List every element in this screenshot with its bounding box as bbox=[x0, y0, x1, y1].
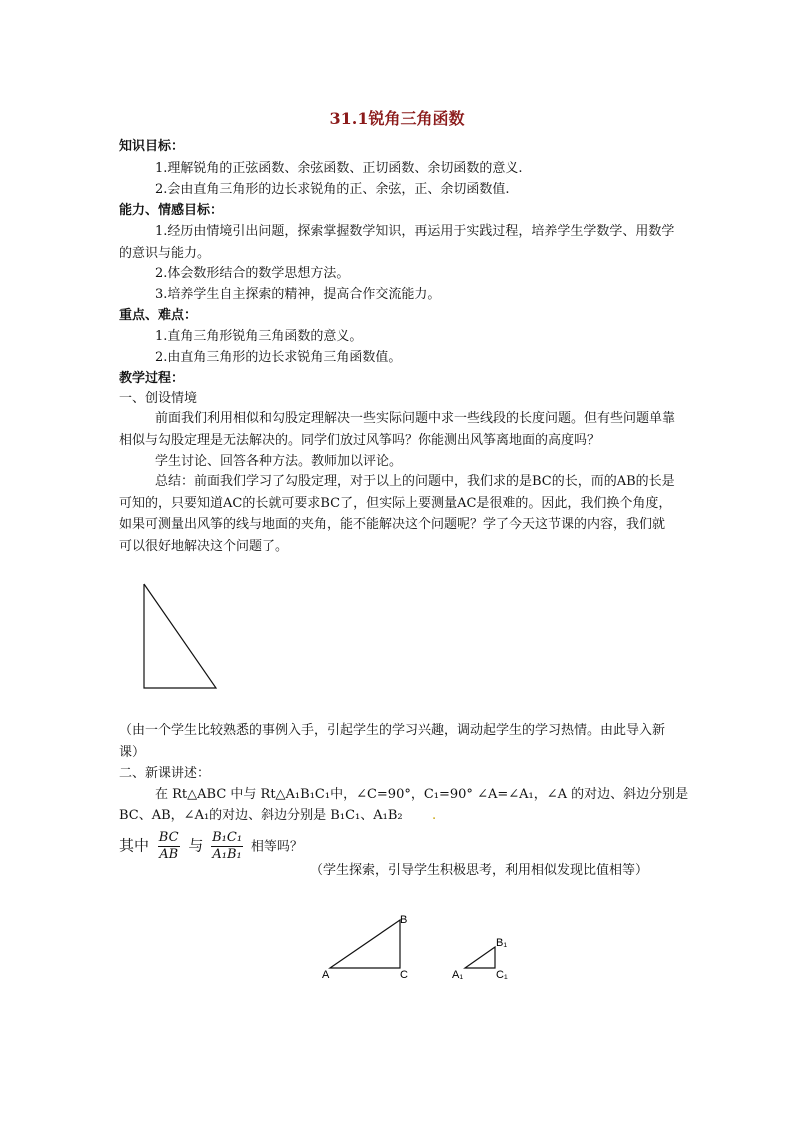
knowledge-item-1: 1.理解锐角的正弦函数、余弦函数、正切函数、余切函数的意义. bbox=[155, 161, 523, 176]
question-mid: 与 bbox=[188, 836, 204, 855]
triangle-abc bbox=[330, 920, 400, 968]
label-c: C bbox=[400, 969, 408, 981]
ability-item-3: 3.培养学生自主探索的精神，提高合作交流能力。 bbox=[155, 287, 441, 302]
paragraph-triangles-line-2: BC、AB，∠A₁的对边、斜边分别是 B₁C₁、A₁B₂ bbox=[119, 808, 403, 823]
question-suffix: 相等吗？ bbox=[250, 839, 303, 855]
page-title: 31.1锐角三角函数 bbox=[329, 109, 465, 128]
keypoints-item-2: 2.由直角三角形的边长求锐角三角函数值。 bbox=[155, 350, 402, 365]
process-heading: 教学过程： bbox=[119, 371, 185, 386]
keypoints-item-1: 1.直角三角形锐角三角函数的意义。 bbox=[155, 329, 363, 344]
exploration-hint: （学生探索，引导学生积极思考，利用相似发现比值相等） bbox=[310, 863, 649, 878]
ratio-2-denominator: A₁B₁ bbox=[212, 847, 242, 862]
ratio-1-denominator: AB bbox=[159, 847, 179, 862]
section-2-heading: 二、新课讲述： bbox=[119, 766, 211, 781]
label-b: B bbox=[400, 914, 408, 926]
similar-triangles-figure bbox=[310, 905, 530, 990]
label-a1: A₁ bbox=[452, 969, 464, 981]
ability-heading: 能力、情感目标： bbox=[119, 203, 224, 218]
ratio-2-numerator: B₁C₁ bbox=[212, 830, 243, 845]
kite-triangle-figure bbox=[138, 580, 224, 694]
label-a: A bbox=[322, 969, 330, 981]
ratio-b1c1-a1b1 bbox=[211, 830, 243, 863]
paragraph-summary: 总结：前面我们学习了勾股定理，对于以上的问题中，我们求的是BC的长，而的AB的长是可知的，只要知道AC的长就可要求BC了，但实际上要测量AC是很难的。因此，我们换个角度，如果可测量出风筝的线与地面的夹角，能不能解决这个问题呢？学了今天这节课的内容，我们就可以很好地解决这个问题了。 bbox=[119, 474, 675, 554]
section-1-heading: 一、创设情境 bbox=[119, 391, 198, 406]
ratio-1-numerator: BC bbox=[158, 830, 179, 845]
question-prefix: 其中 bbox=[119, 836, 150, 855]
label-c1: C₁ bbox=[496, 969, 508, 981]
ratio-bc-ab bbox=[158, 830, 180, 863]
paragraph-triangles-line-1: 在 Rt△ABC 中与 Rt△A₁B₁C₁中，∠C=90°，C₁=90° ∠A=∠A₁，∠A 的对边、斜边分别是 bbox=[155, 787, 689, 802]
keypoints-heading: 重点、难点： bbox=[119, 308, 198, 323]
knowledge-heading: 知识目标： bbox=[119, 139, 185, 154]
kite-triangle bbox=[144, 584, 216, 688]
ratio-question bbox=[119, 830, 303, 863]
triangle-a1b1c1 bbox=[465, 947, 495, 968]
teaching-note: （由一个学生比较熟悉的事例入手，引起学生的学习兴趣，调动起学生的学习热情。由此导入新课） bbox=[119, 723, 666, 760]
knowledge-item-2: 2.会由直角三角形的边长求锐角的正、余弦，正、余切函数值. bbox=[155, 182, 510, 197]
paragraph-intro: 前面我们利用相似和勾股定理解决一些实际问题中求一些线段的长度问题。但有些问题单靠相似与勾股定理是无法解决的。同学们放过风筝吗？你能测出风筝离地面的高度吗？ bbox=[119, 411, 676, 448]
ability-item-1: 1.经历由情境引出问题，探索掌握数学知识，再运用于实践过程，培养学生学数学、用数学的意识与能力。 bbox=[119, 224, 675, 261]
label-b1: B₁ bbox=[496, 937, 508, 949]
paragraph-discussion: 学生讨论、回答各种方法。教师加以评论。 bbox=[155, 454, 403, 469]
stray-dot: . bbox=[432, 808, 437, 823]
ability-item-2: 2.体会数形结合的数学思想方法。 bbox=[155, 266, 350, 281]
